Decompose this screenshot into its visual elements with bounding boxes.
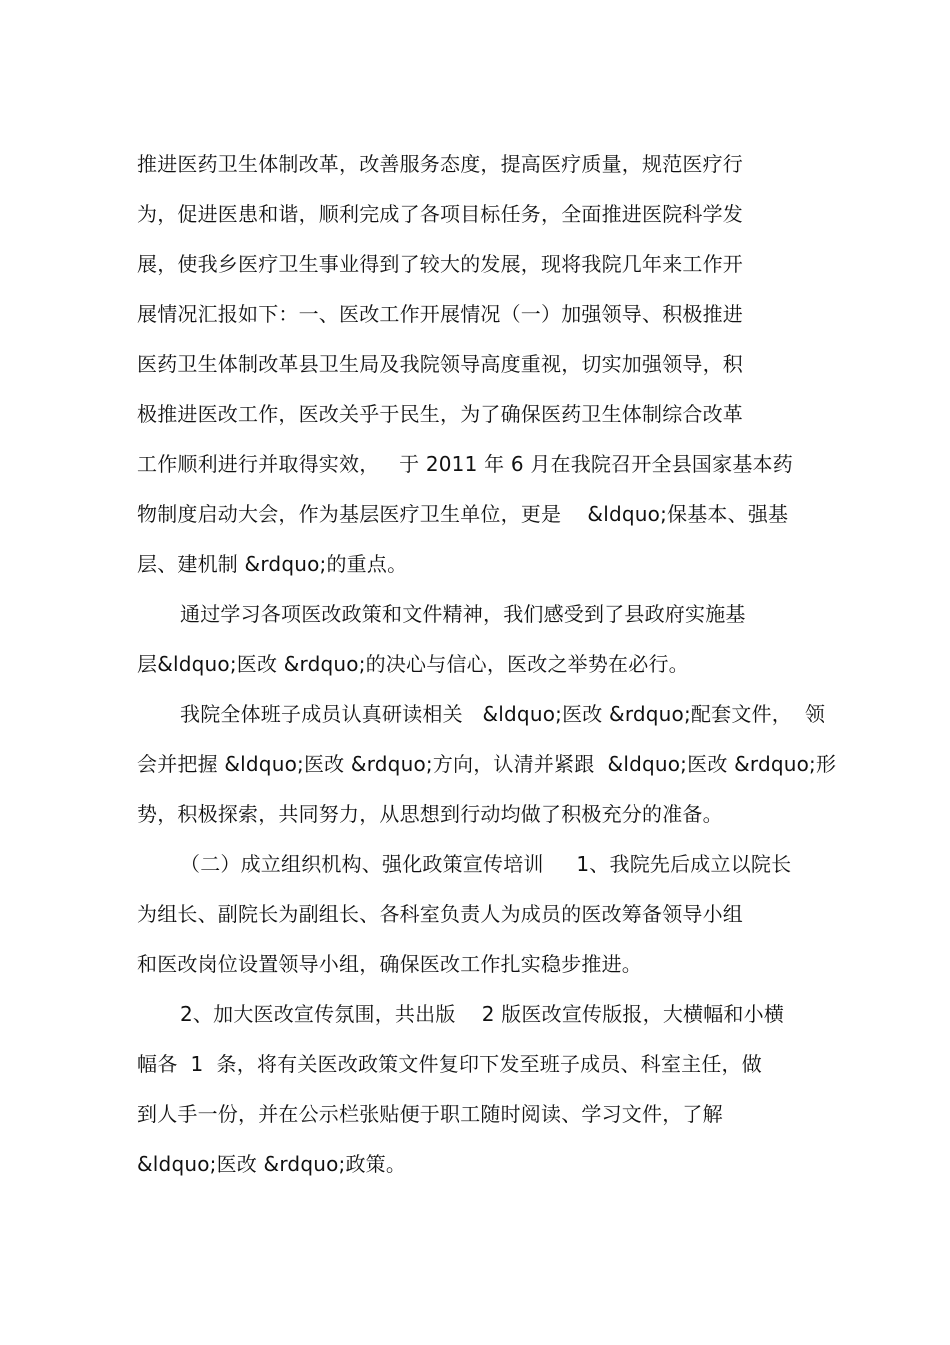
text-line: 幅各 1 条，将有关医改政策文件复印下发至班子成员、科室主任，做 — [137, 1052, 762, 1076]
text-line: 和医改岗位设置领导小组，确保医改工作扎实稳步推进。 — [137, 952, 642, 976]
text-line: 层、建机制 &rdquo;的重点。 — [137, 552, 408, 576]
text-line: 为组长、副院长为副组长、各科室负责人为成员的医改筹备领导小组 — [137, 902, 743, 926]
text-line: 物制度启动大会，作为基层医疗卫生单位，更是 &ldquo;保基本、强基 — [137, 502, 789, 526]
text-line: 工作顺利进行并取得实效， 于 2011 年 6 月在我院召开全县国家基本药 — [137, 452, 793, 476]
text-line: 展情况汇报如下：一、医改工作开展情况（一）加强领导、积极推进 — [137, 302, 743, 326]
text-line: 通过学习各项医改政策和文件精神，我们感受到了县政府实施基 — [180, 602, 746, 626]
text-line: 极推进医改工作，医改关乎于民生，为了确保医药卫生体制综合改革 — [137, 402, 743, 426]
text-line: &ldquo;医改 &rdquo;政策。 — [137, 1152, 407, 1176]
text-line: （二）成立组织机构、强化政策宣传培训 1、我院先后成立以院长 — [180, 852, 792, 876]
text-line: 势，积极探索，共同努力，从思想到行动均做了积极充分的准备。 — [137, 802, 723, 826]
text-line: 会并把握 &ldquo;医改 &rdquo;方向，认清并紧跟 &ldquo;医改 &rdquo;形 — [137, 752, 837, 776]
text-line: 我院全体班子成员认真研读相关 &ldquo;医改 &rdquo;配套文件， 领 — [180, 702, 826, 726]
text-line: 医药卫生体制改革县卫生局及我院领导高度重视，切实加强领导，积 — [137, 352, 743, 376]
text-line: 推进医药卫生体制改革，改善服务态度，提高医疗质量，规范医疗行 — [137, 152, 743, 176]
text-line: 展，使我乡医疗卫生事业得到了较大的发展，现将我院几年来工作开 — [137, 252, 743, 276]
text-line: 为，促进医患和谐，顺利完成了各项目标任务，全面推进医院科学发 — [137, 202, 743, 226]
text-line: 2、加大医改宣传氛围，共出版 2 版医改宣传版报，大横幅和小横 — [180, 1002, 785, 1026]
text-line: 到人手一份，并在公示栏张贴便于职工随时阅读、学习文件，了解 — [137, 1102, 723, 1126]
text-line: 层&ldquo;医改 &rdquo;的决心与信心，医改之举势在必行。 — [137, 652, 689, 676]
